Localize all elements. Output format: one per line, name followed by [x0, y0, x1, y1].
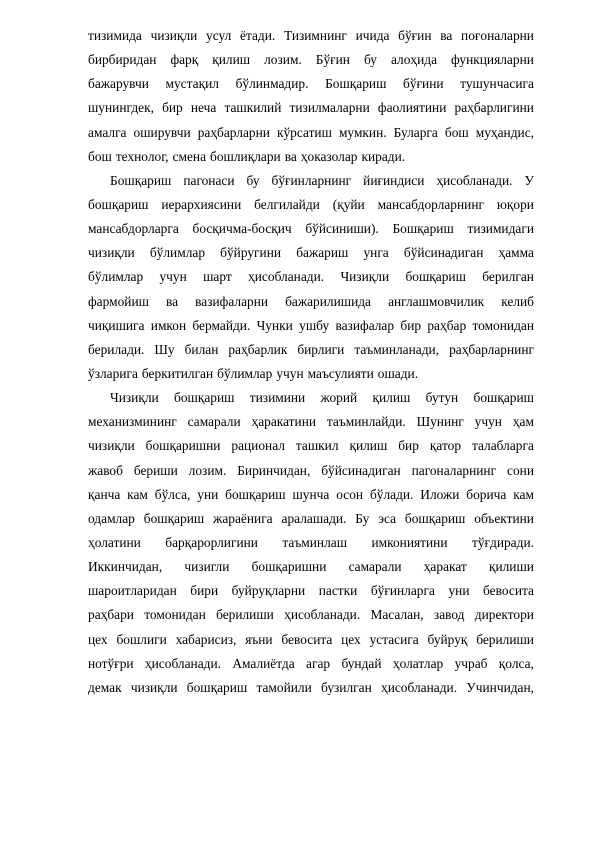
text-line: ҳолатини барқарорлигини таъминлаш имкониятини тўғдиради. [88, 534, 534, 550]
text-line: фармойиш ва вазифаларни бажарилишида англашмовчилик келиб [88, 293, 534, 309]
text-line: Бошқариш пагонаси бу бўғинларнинг йиғиндиси ҳисобланади. У [110, 172, 534, 188]
text-line: бажарувчи мустақил бўлинмадир. Бошқариш бўғини тушунчасига [88, 76, 534, 92]
text-line: тизимида чизиқли усул ётади. Тизимнинг ичида бўғин ва поғоналарни [88, 28, 534, 43]
text-line: бўлимлар учун шарт ҳисобланади. Чизиқли бошқариш берилган [88, 269, 534, 285]
text-line: ўзларига беркитилган бўлимлар учун маъсулияти ошади. [88, 365, 419, 381]
text-line: жавоб бериши лозим. Биринчидан, бўйсинадиган пагоналарнинг сони [88, 462, 534, 478]
text-line: чиқишига имкон бермайди. Чунки ушбу вазифалар бир раҳбар томонидан [88, 317, 534, 333]
text-line: механизмининг самарали ҳаракатини таъминлайди. Шунинг учун ҳам [88, 414, 534, 430]
text-line: амалга оширувчи раҳбарларни кўрсатиш мумкин. Буларга бош муҳандис, [88, 124, 534, 140]
text-line: Иккинчидан, чизигли бошқаришни самарали ҳаракат қилиши [88, 559, 534, 575]
paragraph [88, 386, 534, 700]
text-line: шароитларидан бири буйруқларни пастки бўғинларга уни бевосита [88, 583, 534, 599]
document-page [88, 24, 534, 700]
text-line: одамлар бошқариш жараёнига аралашади. Бу эса бошқариш объектини [88, 510, 534, 526]
paragraph [88, 169, 534, 386]
text-line: бош технолог, смена бошлиқлари ва ҳоказолар киради. [88, 148, 406, 164]
text-line: Чизиқли бошқариш тизимини жорий қилиш бутун бошқариш [110, 390, 534, 406]
text-line: цех бошлиги хабарисиз, яъни бевосита цех устасига буйруқ берилиши [88, 631, 534, 647]
text-line: берилади. Шу билан раҳбарлик бирлиги таъминланади, раҳбарларнинг [88, 341, 534, 357]
text-line: чизиқли бўлимлар бўйругини бажариш унга бўйсинадиган ҳамма [88, 245, 534, 261]
text-line: бошқариш иерархиясини белгилайди (қуйи мансабдорларнинг юқори [88, 196, 534, 212]
text-line: шунингдек, бир неча ташкилий тизилмаларни фаолиятини раҳбарлигини [88, 100, 534, 116]
paragraph [88, 24, 534, 169]
text-line: нотўғри ҳисобланади. Амалиётда агар бундай ҳолатлар учраб қолса, [88, 655, 534, 671]
text-line: раҳбари томонидан берилиши ҳисобланади. Масалан, завод директори [88, 607, 534, 623]
text-line: бирбиридан фарқ қилиш лозим. Бўғин бу алоҳида функцияларни [88, 52, 534, 68]
text-line: қанча кам бўлса, уни бошқариш шунча осон бўлади. Иложи борича кам [88, 486, 534, 502]
text-line: демак чизиқли бошқариш тамойили бузилган ҳисобланади. Учинчидан, [88, 679, 534, 695]
text-line: мансабдорларга босқичма-босқич бўйсиниши). Бошқариш тизимидаги [88, 221, 534, 237]
text-line: чизиқли бошқаришни рационал ташкил қилиш бир қатор талабларга [88, 438, 534, 454]
